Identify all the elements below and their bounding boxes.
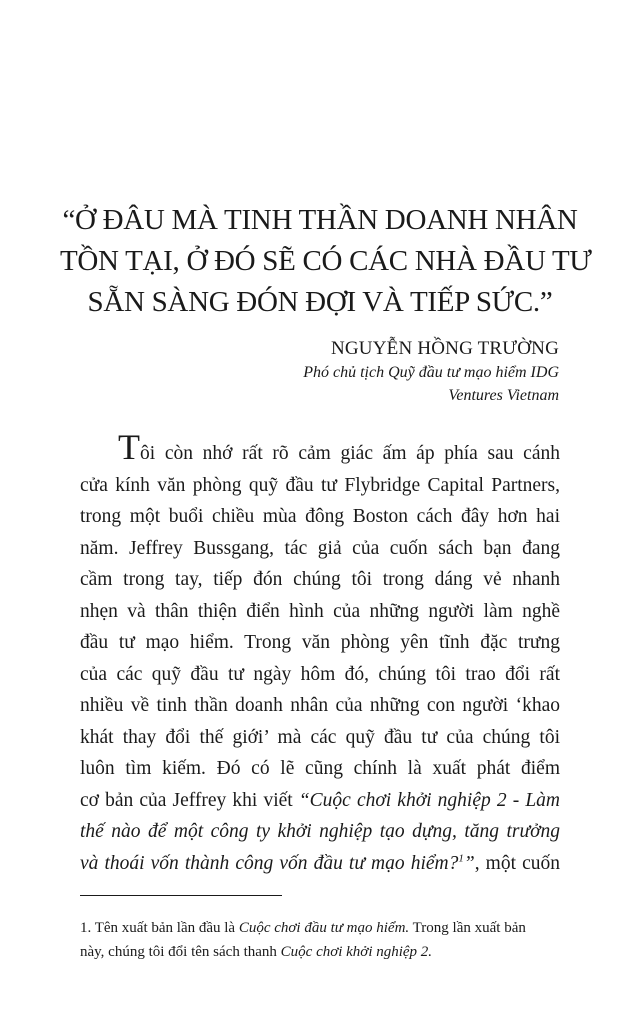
footnote-line (80, 916, 562, 940)
body-line: năm. Jeffrey Bussgang, tác giả của cuốn sách bạn đang (80, 537, 560, 559)
body-line: của các quỹ đầu tư ngày hôm đó, chúng tôi trao đổi rất (80, 663, 560, 685)
body-line: cửa kính văn phòng quỹ đầu tư Flybridge Capital Partners, (80, 474, 560, 496)
author-role: Phó chủ tịch Quỹ đầu tư mạo hiểm IDG (303, 364, 559, 381)
quote-line: SẴN SÀNG ĐÓN ĐỢI VÀ TIẾP SỨC.” (87, 286, 553, 318)
quote-line: TỒN TẠI, Ở ĐÓ SẼ CÓ CÁC NHÀ ĐẦU TƯ (60, 245, 592, 277)
footnote-line (80, 940, 562, 964)
body-text (80, 427, 560, 879)
body-line (80, 848, 560, 880)
footnote-text: 1. Tên xuất bản lần đầu là (80, 920, 239, 936)
body-line (80, 785, 560, 817)
footnote (80, 916, 562, 964)
footnote-text: Trong lần xuất bản (409, 920, 526, 936)
epigraph-quote (60, 200, 592, 323)
body-line: đầu tư mạo hiểm. Trong văn phòng yên tĩnh đặc trưng (80, 632, 560, 653)
book-title-italic: thế nào để một công ty khởi nghiệp tạo dựng, tăng trưởng (80, 821, 560, 842)
body-line (80, 427, 560, 470)
author-role: Ventures Vietnam (448, 387, 559, 404)
footnote-text: này, chúng tôi đổi tên sách thanh (80, 944, 281, 960)
quote-line: “Ở ĐÂU MÀ TINH THẦN DOANH NHÂN (62, 204, 578, 236)
book-title-italic: “Cuộc chơi khởi nghiệp 2 - Làm (298, 789, 560, 811)
body-line: luôn tìm kiếm. Đó có lẽ cũng chính là xuất phát điểm (80, 758, 560, 779)
book-title-italic (80, 853, 475, 874)
body-line (80, 816, 560, 848)
body-line: cầm trong tay, tiếp đón chúng tôi trong dáng vẻ nhanh (80, 569, 560, 590)
body-line-text: cơ bản của Jeffrey khi viết (80, 789, 299, 811)
body-line-text: , một cuốn (474, 852, 560, 874)
quote-attribution (199, 337, 559, 407)
body-line: nhẹn và thân thiện điển hình của những người làm nghề (80, 600, 560, 622)
body-line: trong một buổi chiều mùa đông Boston cách đây hơn hai (80, 506, 560, 527)
body-line: nhiều về tinh thần doanh nhân của những con người ‘khao (80, 695, 560, 716)
drop-cap: T (118, 427, 140, 467)
footnote-italic: Cuộc chơi đầu tư mạo hiểm. (238, 920, 410, 936)
body-line-text: ôi còn nhớ rất rõ cảm giác ấm áp phía sau cánh (140, 443, 560, 464)
closing-quote: ” (463, 852, 475, 874)
footnote-marker: 1 (458, 852, 464, 864)
author-name: NGUYỄN HỒNG TRƯỜNG (330, 338, 559, 359)
footnote-divider (80, 895, 282, 896)
book-title-text: và thoái vốn thành công vốn đầu tư mạo hiểm? (80, 852, 459, 874)
body-line: khát thay đổi thế giới’ mà các quỹ đầu tư của chúng tôi (80, 726, 560, 748)
footnote-italic: Cuộc chơi khởi nghiệp 2. (280, 944, 433, 960)
